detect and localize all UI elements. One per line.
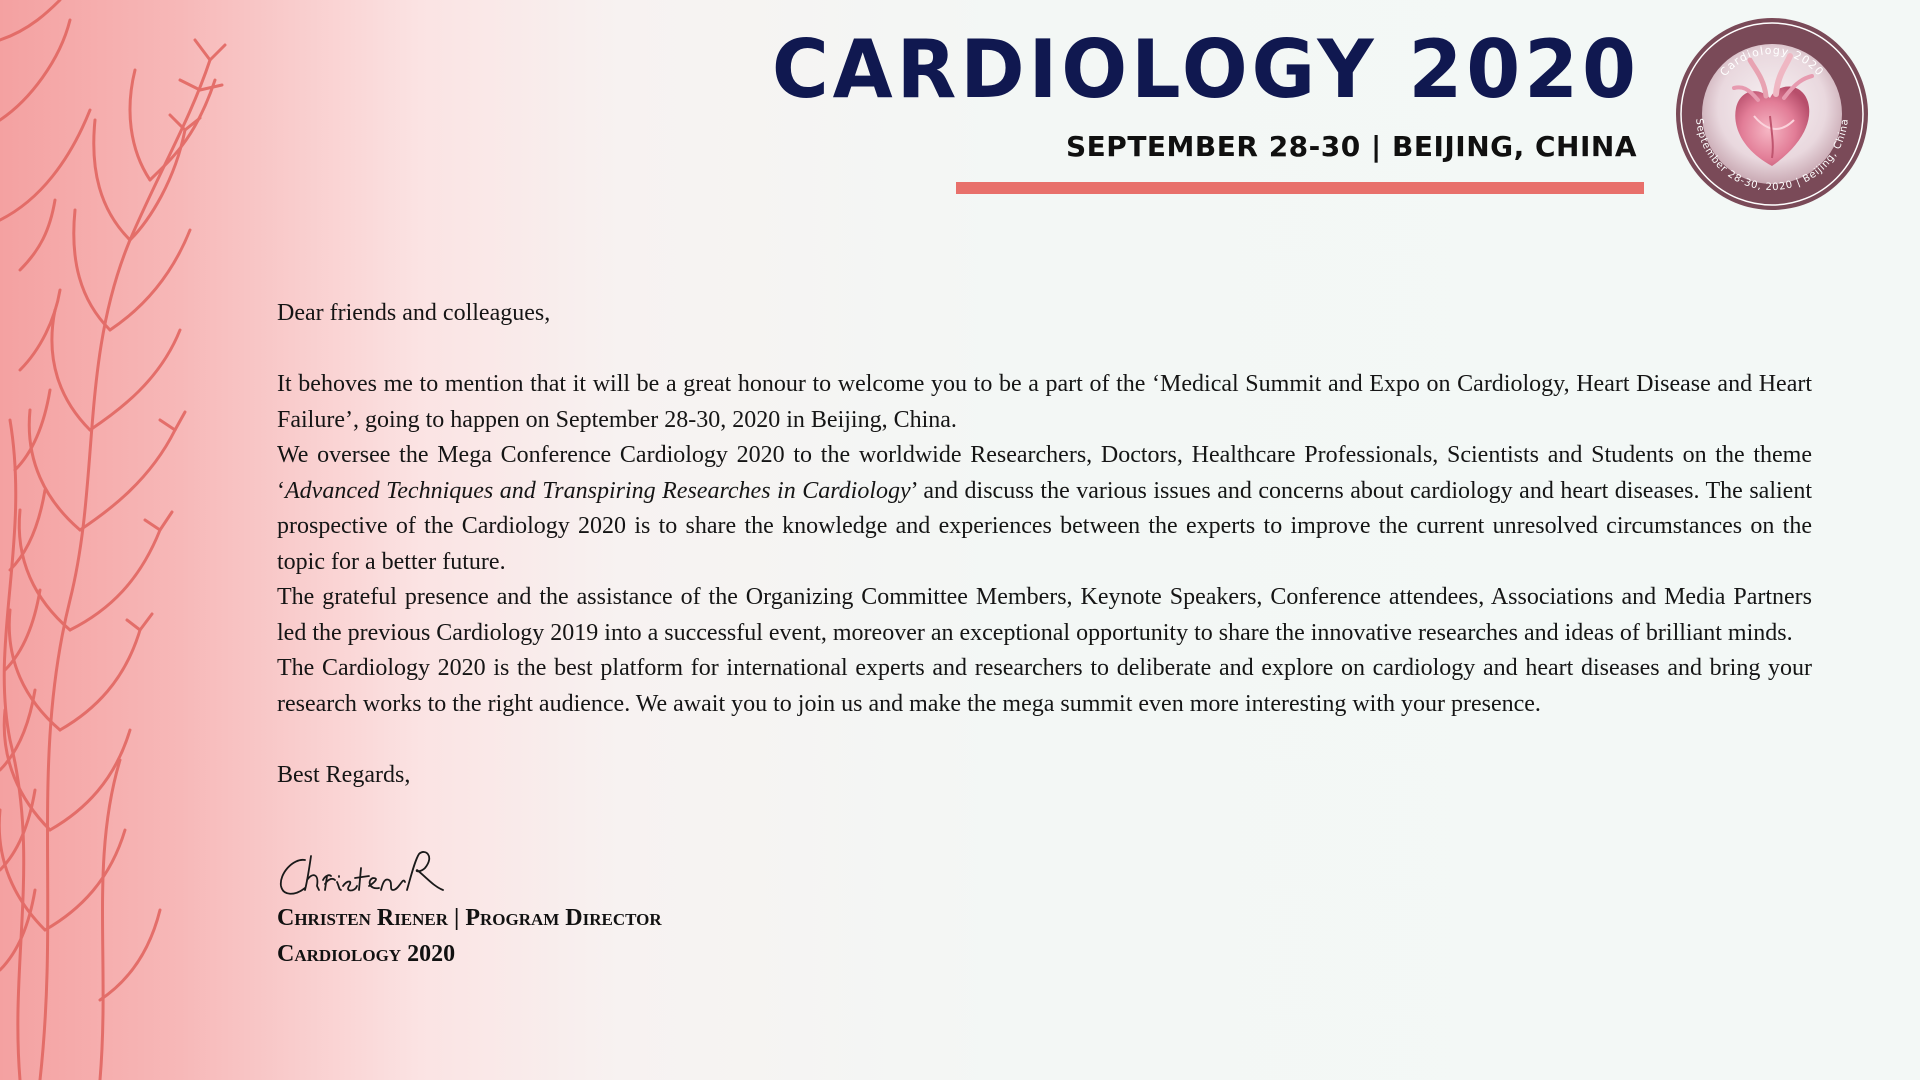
letter-closing: Best Regards, [277,761,411,788]
header-divider [956,182,1644,194]
event-title: CARDIOLOGY 2020 [771,23,1640,116]
conference-seal-logo [1674,16,1870,212]
handwritten-signature [275,846,475,902]
letter-greeting: Dear friends and colleagues, [277,300,551,326]
seal-top-text: Cardiology 2020 [1717,43,1827,79]
letter-paragraph-3: The grateful presence and the assistance of the Organizing Committee Members, Keynote Speakers, Conference attendees, Associations and Media Partners led the previous Cardiology 2019 into a successful event, moreover an exceptional opportunity to share the innovative researches and ideas of brilliant minds. [277,584,1812,646]
conference-theme: Advanced Techniques and Transpiring Researches in Cardiology [285,477,911,504]
event-date-location: SEPTEMBER 28-30 | BEIJING, CHINA [1066,130,1637,163]
paragraph-2-rest: ’ and discuss the various issues and concerns about cardiology and heart diseases. The salient prospective of the Cardiology 2020 is to share the knowledge and experiences between the experts to improve the current unresolved circumstances on the topic for a better future. [277,477,1812,575]
letter-paragraph-2 [277,438,1812,580]
signatory-organization: Cardiology 2020 [277,941,456,967]
letter-body [277,296,1812,793]
letter-paragraph-1: It behoves me to mention that it will be a great honour to welcome you to be a part of the ‘Medical Summit and Expo on Cardiology, Heart Disease and Heart Failure’, going to happen on September 28-30, 2020 in Beijing, China. [277,371,1812,433]
letter-paragraph-4: The Cardiology 2020 is the best platform for international experts and researchers to deliberate and explore on cardiology and heart diseases and bring your research works to the right audience. We await you to join us and make the mega summit even more interesting with your presence. [277,655,1812,717]
foliage-decoration [0,0,240,1080]
paragraph-2-intro: We oversee the Mega Conference Cardiology 2020 to the worldwide Researchers, Doctors, Healthcare Professionals, Scientists and Students on the theme ‘ [277,442,1812,504]
signatory-name-title: Christen Riener | Program Director [277,905,662,931]
seal-bottom-text: September 28-30, 2020 | Beijing, China [1693,117,1851,194]
